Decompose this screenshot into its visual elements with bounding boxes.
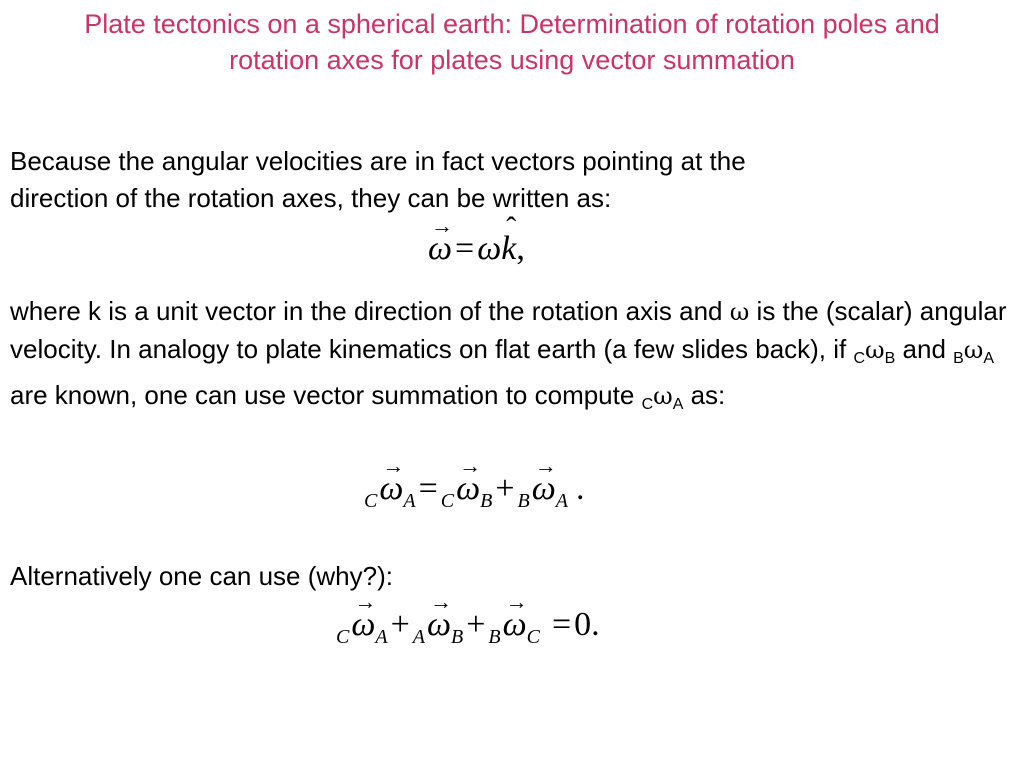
intro-paragraph [10,143,1010,217]
explanation-paragraph [10,293,1010,423]
omega-vector: → ω [379,470,403,508]
slide-title-line1: Plate tectonics on a spherical earth: Determination of rotation poles and [84,9,940,39]
subscript-b: B [480,490,493,512]
explanation-text-1: where k is a unit vector in the direction of the rotation axis and [10,296,730,326]
subscript-a: A [403,490,416,512]
prefix-c: C [440,490,455,512]
omega-vector: → ω [532,470,556,508]
plus-sign: + [390,606,410,643]
sub-a: A [983,350,995,367]
prefix-a: A [412,626,425,648]
explanation-text-4: are known, one can use vector summation to compute [10,380,642,410]
explanation-text-3: and [895,334,954,364]
intro-line2: direction of the rotation axes, they can be written as: [10,183,612,213]
slide-title [0,6,1024,78]
omega-symbol: ω [653,382,673,410]
plus-sign: + [495,470,515,507]
plus-sign: + [466,606,486,643]
omega-vector: → ω [456,470,480,508]
comma: , [516,230,525,267]
prefix-c: C [336,626,350,648]
omega-vector: → ω [503,606,527,644]
sub-a: A [672,396,684,413]
omega-symbol: ω [963,336,984,364]
k-hat: ˆ k [501,230,516,268]
zero: 0. [574,606,600,643]
explanation-text-5: as: [683,380,726,410]
period: . [575,470,585,507]
omega-symbol: ω [729,298,750,326]
alternative-text: Alternatively one can use (why?): [10,561,393,591]
equals-sign: = [455,230,475,267]
explanation-text-2: is the (scalar) angular velocity. In analogy to plate kinematics on flat earth (a few slides back), if [10,296,1007,364]
equals-sign: = [418,470,438,507]
prefix-b: B [488,626,501,648]
subscript-c: C [526,626,540,648]
equals-sign: = [551,606,572,643]
omega-vector: → ω [428,230,452,268]
prefix-b: B [517,490,530,512]
slide-title-line2: rotation axes for plates using vector summation [229,45,795,75]
omega-scalar: ω [477,230,502,267]
subscript-a: A [555,490,568,512]
prefix-c: C [364,490,378,512]
intro-line1: Because the angular velocities are in fact vectors pointing at the [10,146,746,176]
omega-vector: → ω [351,606,375,644]
subscript-b: B [451,626,464,648]
sub-b: B [884,350,896,367]
equation-vector-zero [336,606,600,649]
equation-omega-k [428,230,525,268]
sub-c: C [853,350,866,367]
omega-vector: → ω [427,606,451,644]
sub-c: C [641,396,654,413]
sub-b: B [953,350,964,367]
omega-symbol: ω [865,336,885,364]
subscript-a: A [375,626,388,648]
equation-vector-sum [364,470,584,513]
